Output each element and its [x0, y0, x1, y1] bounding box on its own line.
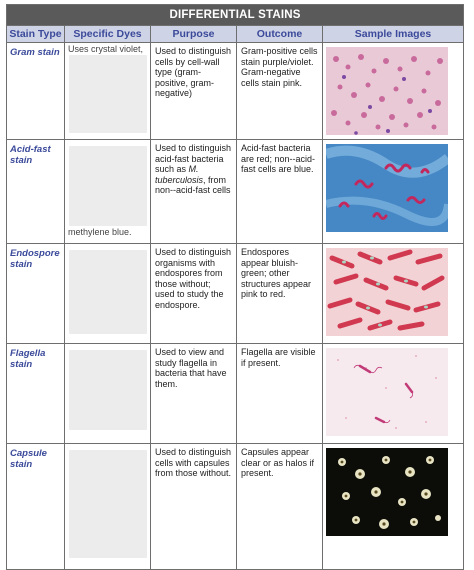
dyes-cell — [65, 244, 151, 344]
acid-fast-micrograph-icon — [326, 144, 448, 232]
dyes-cell — [65, 444, 151, 570]
stain-name: Flagella stain — [7, 344, 65, 444]
dyes-cell — [65, 140, 151, 244]
redacted-block — [69, 55, 147, 133]
table-row — [7, 43, 464, 140]
gram-stain-micrograph-icon — [326, 47, 448, 135]
differential-stains-table-container — [6, 4, 463, 557]
purpose-text: Used to distinguish acid-fast bacteria such as — [155, 143, 232, 174]
outcome-cell: Capsules appear clear or as halos if present. — [237, 444, 323, 570]
table-row — [7, 244, 464, 344]
purpose-cell: Used to distinguish cells by cell-wall type (gram-positive, gram-negative) — [151, 43, 237, 140]
table-row — [7, 344, 464, 444]
sample-image-cell — [323, 444, 464, 570]
stain-name: Capsule stain — [7, 444, 65, 570]
purpose-cell: Used to distinguish cells with capsules from those without. — [151, 444, 237, 570]
header-specific-dyes: Specific Dyes — [65, 26, 151, 43]
purpose-cell: Used to distinguish organisms with endospores from those without; used to study the endospore. — [151, 244, 237, 344]
purpose-cell — [151, 140, 237, 244]
dyes-text: Uses crystal violet, — [68, 44, 144, 54]
header-outcome: Outcome — [237, 26, 323, 43]
flagella-micrograph-icon — [326, 348, 448, 436]
table-row — [7, 140, 464, 244]
redacted-block — [69, 250, 147, 334]
header-stain-type: Stain Type — [7, 26, 65, 43]
redacted-block — [69, 350, 147, 430]
outcome-cell: Endospores appear bluish-green; other structures appear pink to red. — [237, 244, 323, 344]
outcome-cell: Flagella are visible if present. — [237, 344, 323, 444]
sample-image-cell — [323, 43, 464, 140]
stain-name: Endospore stain — [7, 244, 65, 344]
header-purpose: Purpose — [151, 26, 237, 43]
purpose-species: M. tuberculosis — [155, 164, 204, 185]
outcome-cell: Acid-fast bacteria are red; non--acid-fast cells are blue. — [237, 140, 323, 244]
table-title: DIFFERENTIAL STAINS — [7, 5, 464, 26]
endospore-micrograph-icon — [326, 248, 448, 336]
differential-stains-table — [6, 4, 464, 570]
table-row — [7, 444, 464, 570]
outcome-cell: Gram-positive cells stain purple/violet. Gram-negative cells stain pink. — [237, 43, 323, 140]
redacted-block — [69, 450, 147, 558]
purpose-text-continued: , from non--acid-fast cells — [155, 174, 231, 195]
stain-name: Gram stain — [7, 43, 65, 140]
capsule-micrograph-icon — [326, 448, 448, 536]
dyes-cell — [65, 43, 151, 140]
header-sample-images: Sample Images — [323, 26, 464, 43]
sample-image-cell — [323, 140, 464, 244]
sample-image-cell — [323, 244, 464, 344]
purpose-cell: Used to view and study flagella in bacteria that have them. — [151, 344, 237, 444]
sample-image-cell — [323, 344, 464, 444]
redacted-block — [69, 146, 147, 226]
stain-name: Acid-fast stain — [7, 140, 65, 244]
dyes-cell — [65, 344, 151, 444]
dyes-text: methylene blue. — [68, 227, 132, 237]
